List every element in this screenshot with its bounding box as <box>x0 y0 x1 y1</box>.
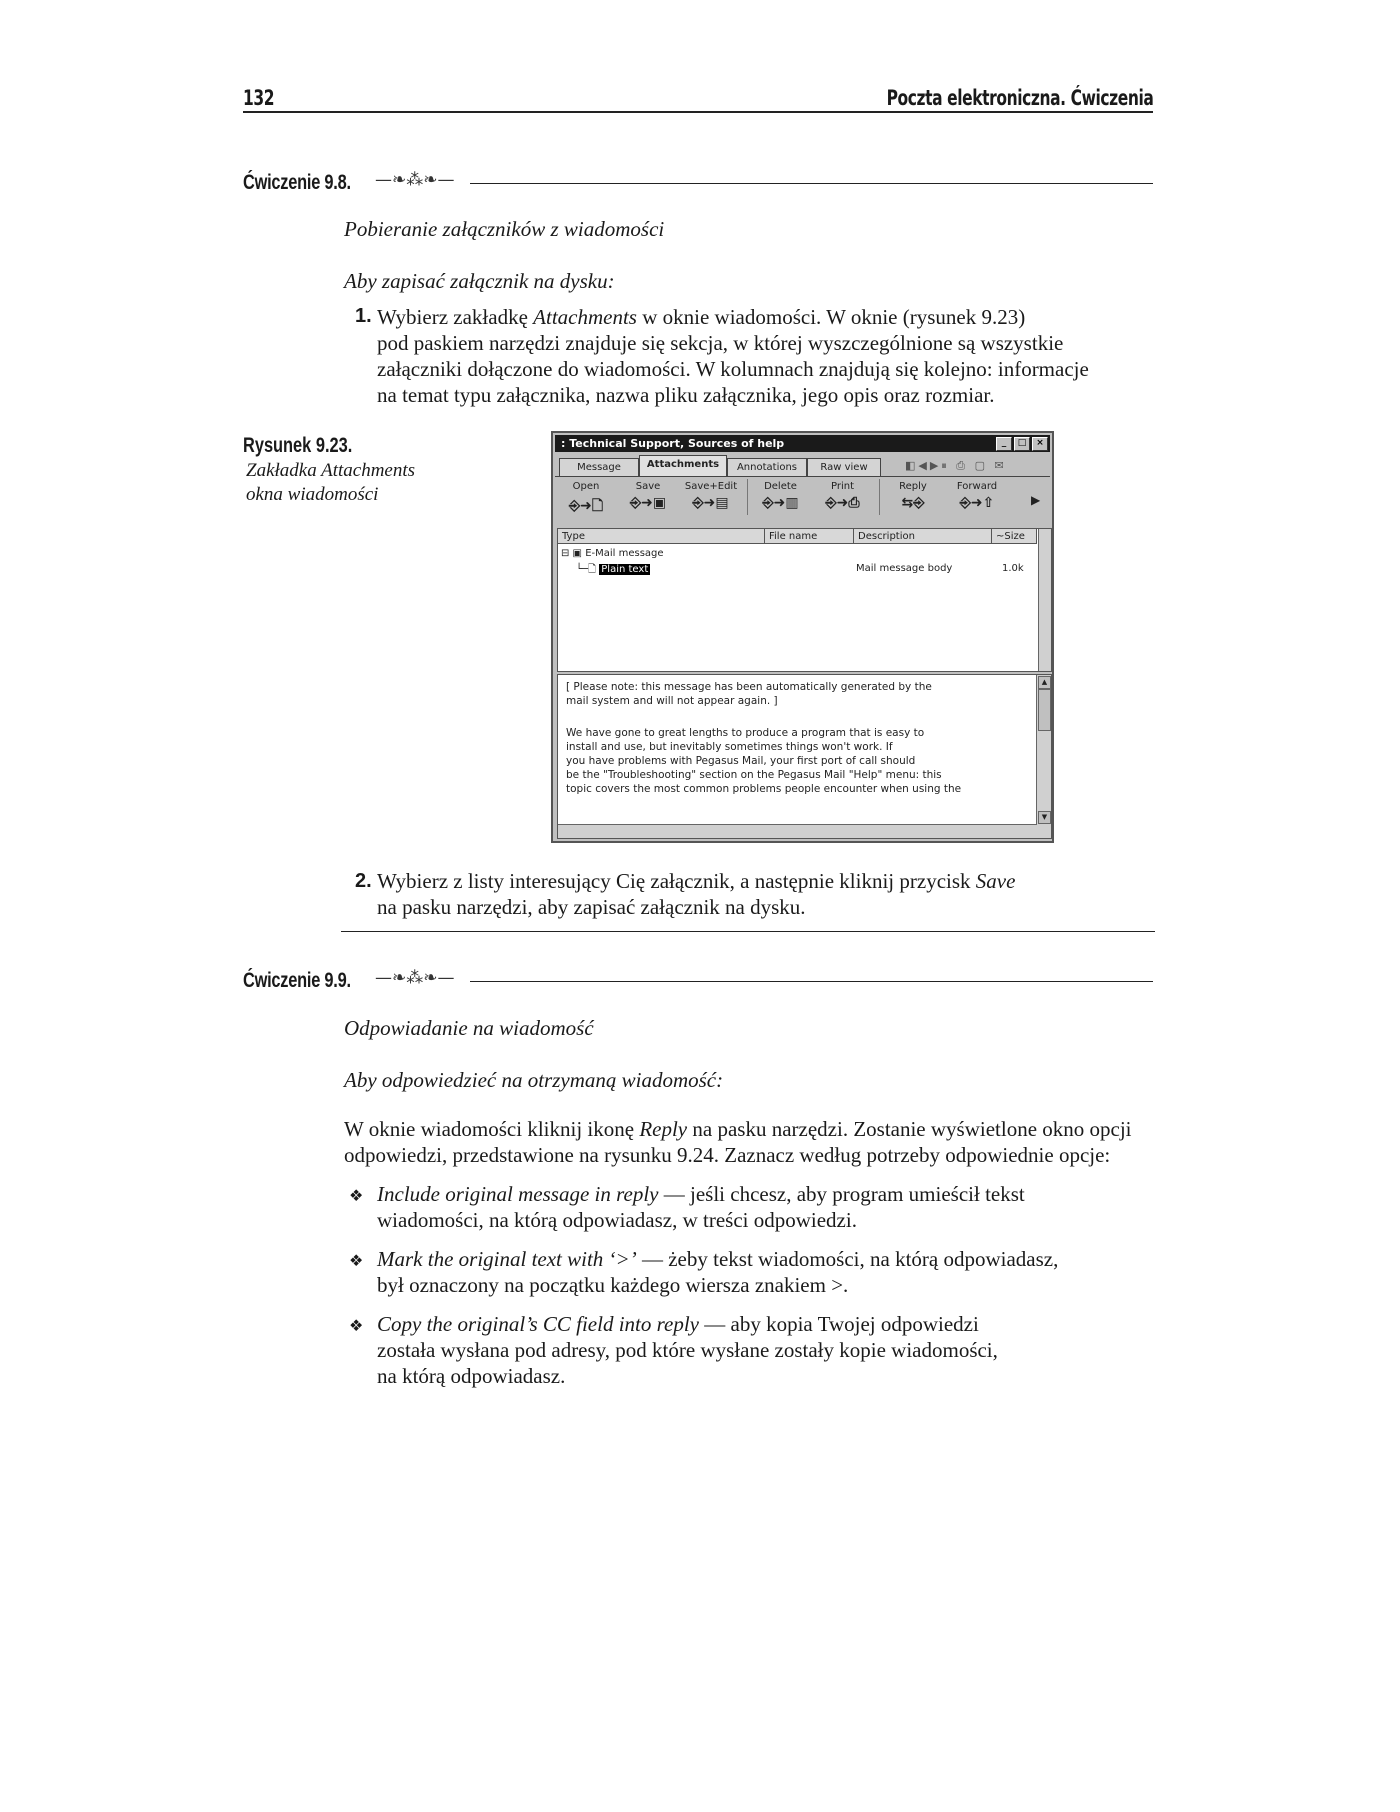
tree-root-item[interactable]: ⊟ ▣ E-Mail message <box>561 548 664 559</box>
tree-child-item[interactable]: └─🗋 Plain text <box>576 564 649 575</box>
message-line: We have gone to great lengths to produce a program that is easy to <box>566 727 925 739</box>
minimize-icon[interactable]: _ <box>996 437 1012 451</box>
window-titlebar <box>555 435 1050 452</box>
bullet-text: wiadomości, na którą odpowiadasz, w treści odpowiedzi. <box>377 1208 857 1232</box>
figure-caption: okna wiadomości <box>246 484 379 505</box>
print-icon[interactable]: ⎆➜⎙ <box>825 495 860 511</box>
toolbar-separator <box>747 479 748 515</box>
save-edit-icon[interactable]: ⎆➜▤ <box>692 495 729 511</box>
attachments-list[interactable] <box>557 528 1052 672</box>
navigation-icons[interactable]: ◧◀▶⏸ ⎙ ▢ ✉ <box>905 459 1007 472</box>
print-button-label[interactable]: Print <box>830 481 854 492</box>
tree-child-label: Plain text <box>601 564 649 575</box>
tab-raw-view[interactable]: Raw view <box>807 458 881 477</box>
message-line: topic covers the most common problems people encounter when using the <box>566 783 962 795</box>
bullet-text: Copy the original’s CC field into reply — aby kopia Twojej odpowiedzi <box>377 1312 979 1336</box>
exercise-end-rule <box>341 931 1155 932</box>
message-line: mail system and will not appear again. ] <box>566 695 778 707</box>
column-file-name[interactable]: File name <box>765 529 854 544</box>
reply-icon[interactable]: ⇆⎆ <box>901 495 925 511</box>
paragraph-text: W oknie wiadomości kliknij ikonę Reply na pasku narzędzi. Zostanie wyświetlone okno opcji <box>344 1117 1132 1141</box>
page-number: 132 <box>243 86 275 110</box>
forward-icon[interactable]: ⎆➜⇧ <box>959 495 995 511</box>
message-scrollbar[interactable] <box>1036 675 1051 838</box>
save-edit-button-label[interactable]: Save+Edit <box>684 481 738 492</box>
step-text: Wybierz z listy interesujący Cię załącznik, a następnie kliknij przycisk Save <box>377 869 1016 893</box>
toolbar-separator <box>879 479 880 515</box>
figure-label: Rysunek 9.23. <box>243 434 353 457</box>
exercise-rule <box>470 981 1153 982</box>
column-size[interactable]: ~Size <box>992 529 1037 544</box>
bullet-text: Mark the original text with ‘>’ — żeby tekst wiadomości, na którą odpowiadasz, <box>377 1247 1059 1271</box>
step-text: załączniki dołączone do wiadomości. W kolumnach znajdują się kolejno: informacje <box>377 357 1089 381</box>
bullet-text: na którą odpowiadasz. <box>377 1364 566 1388</box>
scroll-down-icon[interactable]: ▼ <box>1038 811 1051 824</box>
scroll-up-icon[interactable]: ▲ <box>1038 676 1051 689</box>
exercise-intro: Aby odpowiedzieć na otrzymaną wiadomość: <box>344 1068 724 1092</box>
list-scrollbar[interactable] <box>1038 529 1051 671</box>
column-type[interactable]: Type <box>558 529 765 544</box>
step-text: pod paskiem narzędzi znajduje się sekcja, w której wyszczególnione są wszystkie <box>377 331 1064 355</box>
tree-root-label: E-Mail message <box>585 548 664 559</box>
message-line: install and use, but inevitably sometimes things won't work. If <box>566 741 893 753</box>
message-line: [ Please note: this message has been automatically generated by the <box>566 681 932 693</box>
maximize-icon[interactable]: □ <box>1014 437 1030 451</box>
horizontal-scrollbar[interactable] <box>558 824 1037 838</box>
tab-attachments[interactable]: Attachments <box>639 455 727 477</box>
tab-divider <box>555 476 1050 477</box>
forward-button-label[interactable]: Forward <box>956 481 998 492</box>
save-button-label[interactable]: Save <box>635 481 661 492</box>
exercise-label: Ćwiczenie 9.8. <box>243 171 351 194</box>
bullet-icon: ❖ <box>349 1186 364 1205</box>
message-line: you have problems with Pegasus Mail, your first port of call should <box>566 755 916 767</box>
row-description: Mail message body <box>856 563 953 574</box>
ornament-icon: —❧⁂❧— <box>375 968 455 988</box>
step-text: na pasku narzędzi, aby zapisać załącznik na dysku. <box>377 895 806 919</box>
delete-button-label[interactable]: Delete <box>764 481 797 492</box>
scroll-thumb[interactable] <box>1038 689 1051 731</box>
bullet-text: została wysłana pod adresy, pod które wysłane zostały kopie wiadomości, <box>377 1338 998 1362</box>
exercise-rule <box>470 183 1153 184</box>
header-rule <box>243 111 1153 113</box>
ornament-icon: —❧⁂❧— <box>375 170 455 190</box>
message-preview[interactable] <box>557 674 1052 839</box>
bullet-icon: ❖ <box>349 1316 364 1335</box>
column-description[interactable]: Description <box>854 529 992 544</box>
bullet-text: Include original message in reply — jeśli chcesz, aby program umieścił tekst <box>377 1182 1025 1206</box>
bullet-icon: ❖ <box>349 1251 364 1270</box>
delete-icon[interactable]: ⎆➜▥ <box>762 495 799 511</box>
figure-caption: Zakładka Attachments <box>246 460 416 481</box>
bullet-text: był oznaczony na początku każdego wiersza znakiem >. <box>377 1273 849 1297</box>
paragraph-text: odpowiedzi, przedstawione na rysunku 9.24. Zaznacz według potrzeby odpowiednie opcje: <box>344 1143 1111 1167</box>
reply-button-label[interactable]: Reply <box>899 481 927 492</box>
step-number: 2. <box>355 870 372 892</box>
running-title: Poczta elektroniczna. Ćwiczenia <box>886 86 1153 110</box>
tab-annotations[interactable]: Annotations <box>727 458 807 477</box>
save-icon[interactable]: ⎆➜▣ <box>629 495 667 511</box>
exercise-subtitle: Pobieranie załączników z wiadomości <box>344 217 665 241</box>
close-icon[interactable]: × <box>1032 437 1048 451</box>
exercise-label: Ćwiczenie 9.9. <box>243 969 351 992</box>
exercise-intro: Aby zapisać załącznik na dysku: <box>344 269 615 293</box>
step-number: 1. <box>355 305 372 327</box>
message-window-screenshot <box>551 431 1054 843</box>
toolbar-more-icon[interactable]: ▶ <box>1031 493 1041 507</box>
open-icon[interactable]: ⎆➜🗋 <box>568 498 604 514</box>
message-line: be the "Troubleshooting" section on the Pegasus Mail "Help" menu: this <box>566 769 942 781</box>
open-button-label[interactable]: Open <box>572 481 600 492</box>
exercise-subtitle: Odpowiadanie na wiadomość <box>344 1016 594 1040</box>
tab-message[interactable]: Message <box>559 458 639 477</box>
window-title: : Technical Support, Sources of help <box>561 437 785 450</box>
step-text: Wybierz zakładkę Attachments w oknie wiadomości. W oknie (rysunek 9.23) <box>377 305 1026 329</box>
row-size: 1.0k <box>1002 563 1024 574</box>
step-text: na temat typu załącznika, nazwa pliku załącznika, jego opis oraz rozmiar. <box>377 383 995 407</box>
